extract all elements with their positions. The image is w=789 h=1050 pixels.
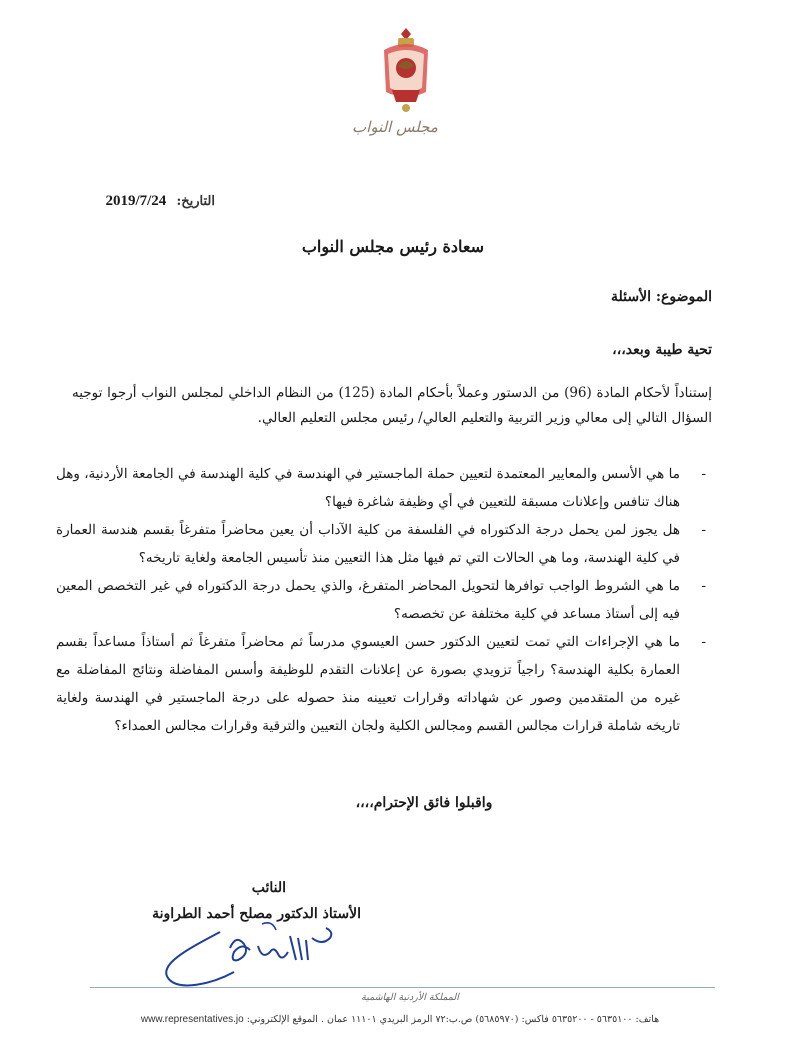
council-mark: مجلس النواب [352, 118, 438, 136]
date-value: 2019/7/24 [105, 193, 167, 209]
list-dash: - [701, 634, 706, 650]
footer-divider [90, 987, 715, 988]
footer-contact [80, 1014, 720, 1025]
list-item [56, 460, 712, 516]
list-item [56, 572, 712, 628]
list-dash: - [701, 466, 706, 482]
question-text: ما هي الإجراءات التي تمت لتعيين الدكتور حسن العيسوي مدرساً ثم محاضراً متفرغاً ثم أستاذاً مساعداً بقسم العمارة بكلية الهندسة؟ راجياً تزويدي بصورة عن إعلانات التقدم للوظيفة وأسس المفاضلة ونتائج المفاضلة مع غيره من المتقدمين وصور عن شهاداته وقرارات تعيينه منذ حصوله على درجة الماجستير في الهندسة ولغاية تاريخه شاملة قرارات مجالس القسم ومجالس الكلية ولجان التعيين والترقية وقرارات مجالس العمداء؟ [56, 634, 680, 734]
date-label: التاريخ: [176, 194, 215, 209]
list-item [56, 628, 712, 740]
intro-paragraph: إستناداً لأحكام المادة (96) من الدستور وعملاً بأحكام المادة (125) من النظام الداخلي لمجلس النواب أرجوا توجيه السؤال التالي إلى معالي وزير التربية والتعليم العالي/ رئيس مجلس التعليم العالي. [72, 385, 712, 426]
signatory-name: الأستاذ الدكتور مصلح أحمد الطراونة [152, 906, 361, 922]
closing: واقبلوا فائق الإحترام،،،، [355, 795, 493, 811]
question-text: هل يجوز لمن يحمل درجة الدكتوراه في الفلسفة من كلية الآداب أن يعين محاضراً متفرغاً بقسم هندسة العمارة في كلية الهندسة، وما هي الحالات التي تم فيها مثل هذا التعيين منذ تأسيس الجامعة ولغاية تاريخه؟ [56, 522, 680, 566]
list-item [56, 516, 712, 572]
questions-list [56, 460, 712, 740]
handwritten-signature [150, 918, 340, 998]
signatory-title: النائب [251, 880, 286, 896]
question-text: ما هي الشروط الواجب توافرها لتحويل المحاضر المتفرغ، والذي يحمل درجة الدكتوراه في غير التخصص المعين فيه إلى أستاذ مساعد في كلية مختلفة عن تخصصه؟ [56, 578, 680, 622]
recipient: سعادة رئيس مجلس النواب [301, 237, 484, 256]
jordan-crest-icon [378, 26, 434, 118]
subject: الموضوع: الأسئلة [611, 289, 712, 305]
question-text: ما هي الأسس والمعايير المعتمدة لتعيين حملة الماجستير في الهندسة في كلية الهندسة في الجامعة الأردنية، وهل هناك تنافس وإعلانات مسبقة للتعيين في أي وظيفة شاغرة فيها؟ [56, 466, 680, 510]
footer-contact-text: هاتف: ٥٦٣٥١٠٠ - ٥٦٣٥٢٠٠ فاكس: (٥٦٨٥٩٧٠) ص.ب:٧٢ الرمز البريدي ١١١٠١ عمان . الموقع الإلكتروني: [246, 1014, 660, 1025]
greeting: تحية طيبة وبعد،،، [612, 342, 712, 358]
date-row [55, 193, 215, 210]
list-dash: - [701, 578, 706, 594]
footer-arms-caption: المملكة الأردنية الهاشمية [361, 992, 459, 1003]
footer-website: www.representatives.jo [140, 1014, 244, 1025]
list-dash: - [701, 522, 706, 538]
